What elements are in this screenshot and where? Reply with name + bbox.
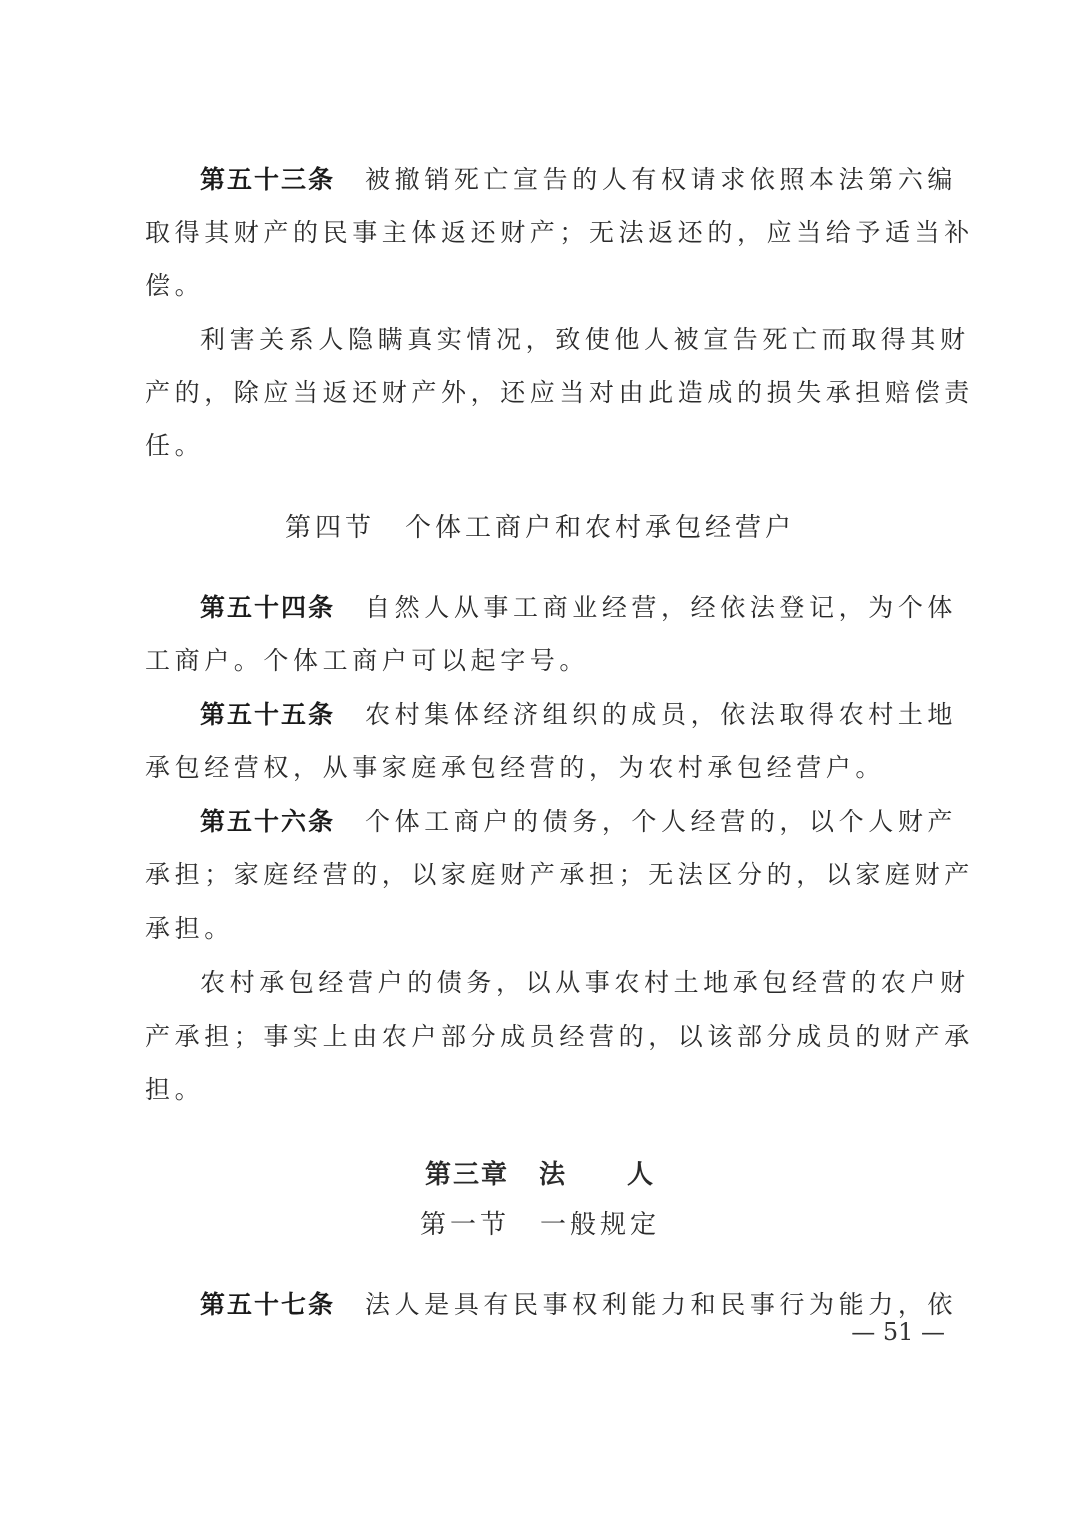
chapter-3-number: 第三章	[424, 1160, 509, 1190]
article-53-line-1	[200, 160, 958, 200]
article-56-text-1: 个体工商户的债务，个人经营的，以个人财产	[365, 807, 958, 836]
article-56-line-2: 承担；家庭经营的，以家庭财产承担；无法区分的，以家庭财产	[145, 860, 974, 889]
article-53-para-2-line-1: 利害关系人隐瞒真实情况，致使他人被宣告死亡而取得其财	[200, 325, 970, 354]
article-57-text-1: 法人是具有民事权利能力和民事行为能力，依	[365, 1290, 958, 1319]
article-53-para-2-line-3: 任。	[145, 431, 205, 460]
chapter-3-title-part-2: 人	[627, 1160, 656, 1190]
section-4-title: 个体工商户和农村承包经营户	[405, 513, 796, 543]
page-number: — 51 —	[851, 1318, 945, 1346]
article-57-label: 第五十七条	[200, 1290, 336, 1319]
section-4-number: 第四节	[284, 513, 375, 543]
article-55-text-1: 农村集体经济组织的成员，依法取得农村土地	[365, 700, 958, 729]
article-53-para-2-line-2: 产的，除应当返还财产外，还应当对由此造成的损失承担赔偿责	[145, 378, 974, 407]
article-53-text-1: 被撤销死亡宣告的人有权请求依照本法第六编	[365, 165, 958, 194]
article-56-label: 第五十六条	[200, 807, 336, 836]
article-53-line-2: 取得其财产的民事主体返还财产；无法返还的，应当给予适当补	[145, 218, 974, 247]
article-55-line-1	[200, 695, 958, 735]
section-1-title: 一般规定	[540, 1210, 661, 1240]
article-56-para-2-line-2: 产承担；事实上由农户部分成员经营的，以该部分成员的财产承	[145, 1022, 974, 1051]
article-54-text-1: 自然人从事工商业经营，经依法登记，为个体	[365, 593, 958, 622]
article-56-line-1	[200, 802, 958, 842]
article-56-para-2-line-1: 农村承包经营户的债务，以从事农村土地承包经营的农户财	[200, 968, 970, 997]
article-55-label: 第五十五条	[200, 700, 336, 729]
section-1-heading	[0, 1205, 1080, 1245]
article-53-line-3: 偿。	[145, 271, 205, 300]
article-56-para-2-line-3: 担。	[145, 1075, 205, 1104]
chapter-3-heading	[0, 1155, 1080, 1195]
article-55-line-2: 承包经营权，从事家庭承包经营的，为农村承包经营户。	[145, 753, 886, 782]
section-1-number: 第一节	[419, 1210, 510, 1240]
article-54-label: 第五十四条	[200, 593, 336, 622]
article-54-line-1	[200, 588, 958, 628]
article-53-label: 第五十三条	[200, 165, 336, 194]
chapter-3-title-part-1: 法	[538, 1160, 567, 1190]
article-56-line-3: 承担。	[145, 914, 234, 943]
article-54-line-2: 工商户。个体工商户可以起字号。	[145, 646, 590, 675]
section-4-heading	[0, 508, 1080, 548]
